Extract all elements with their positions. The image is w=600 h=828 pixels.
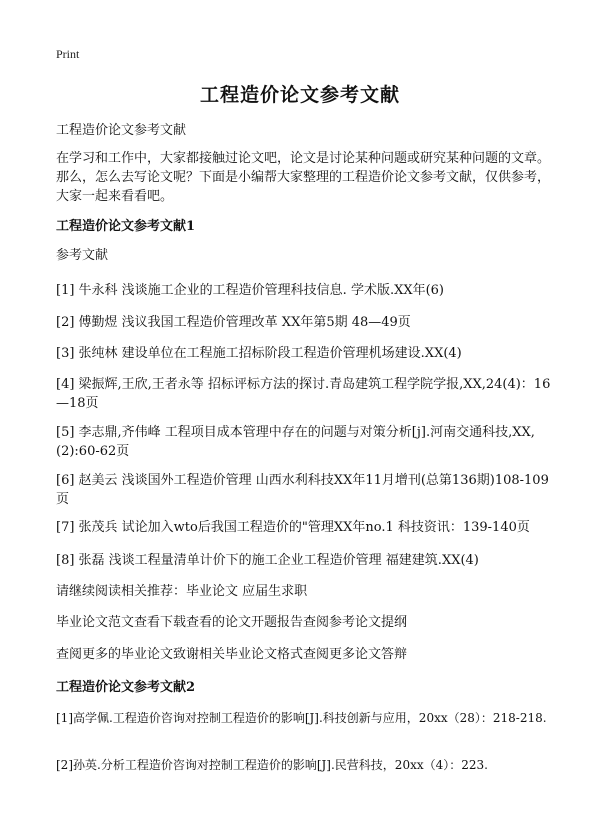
- related-links-line[interactable]: 查阅更多的毕业论文致谢相关毕业论文格式查阅更多论文答辩: [56, 647, 408, 662]
- print-label: Print: [56, 47, 80, 61]
- reference-item: [1] 牛永科 浅谈施工企业的工程造价管理科技信息. 学术版.XX年(6): [56, 283, 445, 298]
- reference-item: [8] 张磊 浅谈工程量清单计价下的施工企业工程造价管理 福建建筑.XX(4): [56, 553, 479, 568]
- related-links-line[interactable]: 请继续阅读相关推荐：毕业论文 应届生求职: [56, 584, 308, 599]
- reference-item: [6] 赵美云 浅谈国外工程造价管理 山西水利科技XX年11月增刊(总第136期)108-109页: [56, 473, 549, 507]
- reference-item: [2]孙英.分析工程造价咨询对控制工程造价的影响[J].民营科技，20xx（4）：223.: [56, 758, 488, 772]
- references-label: 参考文献: [56, 248, 109, 263]
- reference-item: [3] 张纯林 建设单位在工程施工招标阶段工程造价管理机场建设.XX(4): [56, 346, 462, 361]
- section1-heading: 工程造价论文参考文献1: [56, 219, 196, 234]
- page-title: 工程造价论文参考文献: [199, 84, 400, 106]
- intro-paragraph: 在学习和工作中，大家都接触过论文吧，论文是讨论某种问题或研究某种问题的文章。那么，怎么去写论文呢？下面是小编帮大家整理的工程造价论文参考文献，仅供参考，大家一起来看看吧。: [56, 151, 551, 204]
- reference-item: [7] 张茂兵 试论加入wto后我国工程造价的"管理XX年no.1 科技资讯：139-140页: [56, 520, 530, 535]
- reference-item: [5] 李志鼎,齐伟峰 工程项目成本管理中存在的问题与对策分析[j].河南交通科技,XX,(2):60-62页: [56, 425, 535, 459]
- reference-item: [4] 梁振辉,王欣,王者永等 招标评标方法的探讨.青岛建筑工程学院学报,XX,24(4)：16—18页: [56, 377, 551, 411]
- intro-subtitle: 工程造价论文参考文献: [56, 123, 187, 138]
- section2-heading: 工程造价论文参考文献2: [56, 680, 196, 695]
- reference-item: [1]高学佩.工程造价咨询对控制工程造价的影响[J].科技创新与应用，20xx（28）：218-218.: [56, 711, 547, 725]
- related-links-line[interactable]: 毕业论文范文查看下载查看的论文开题报告查阅参考论文提纲: [56, 615, 408, 630]
- reference-item: [2] 傅勤煜 浅议我国工程造价管理改革 XX年第5期 48—49页: [56, 315, 411, 330]
